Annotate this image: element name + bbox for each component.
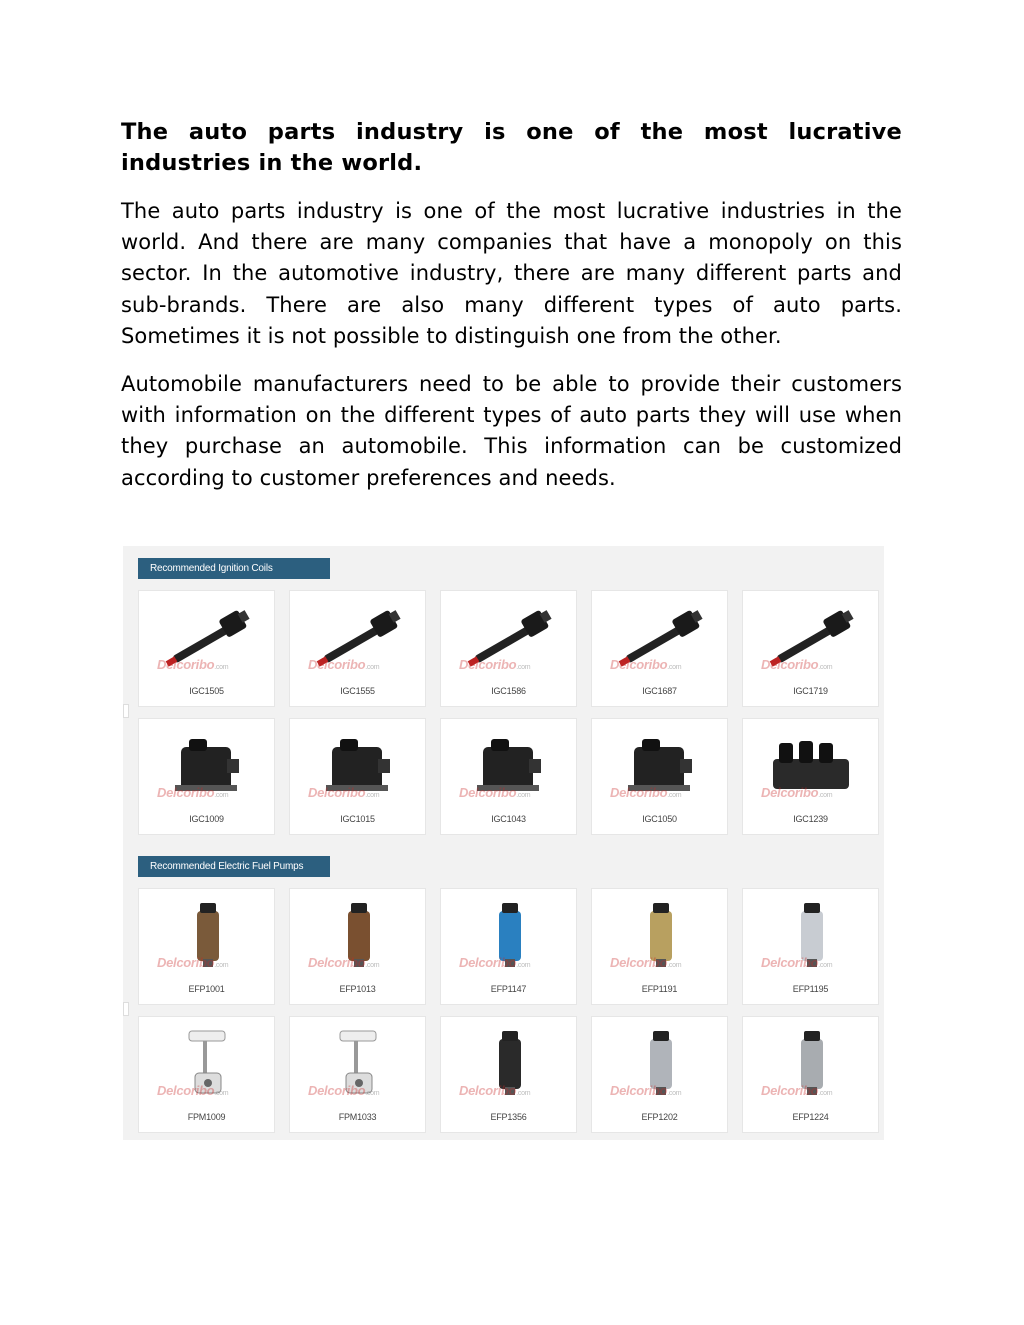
product-code: EFP1224 xyxy=(792,1112,829,1122)
product-code: IGC1043 xyxy=(491,814,526,824)
product-card[interactable] xyxy=(591,718,728,835)
product-code: EFP1356 xyxy=(490,1112,527,1122)
product-card[interactable] xyxy=(138,888,275,1005)
watermark-logo: Delcoribo.com xyxy=(761,785,833,800)
watermark-logo: Delcoribo.com xyxy=(308,785,380,800)
product-code: EFP1191 xyxy=(641,984,678,994)
product-code: EFP1001 xyxy=(188,984,225,994)
product-code: IGC1555 xyxy=(340,686,375,696)
product-code: IGC1239 xyxy=(793,814,828,824)
article xyxy=(121,117,902,494)
product-code: IGC1687 xyxy=(642,686,677,696)
product-card[interactable] xyxy=(591,590,728,707)
watermark-logo: Delcoribo.com xyxy=(157,955,229,970)
article-paragraph-1: The auto parts industry is one of the most lucrative industries in the world. And there are many companies that have a monopoly on this sector. In the automotive industry, there are many different parts and sub-brands. There are also many different types of auto parts. Sometimes it is not possible to distinguish one from the other. xyxy=(121,199,902,348)
watermark-logo: Delcoribo.com xyxy=(761,657,833,672)
product-code: EFP1013 xyxy=(339,984,376,994)
article-heading: The auto parts industry is one of the most lucrative industries in the world. xyxy=(121,119,902,176)
product-card[interactable] xyxy=(138,1016,275,1133)
product-card[interactable] xyxy=(742,1016,879,1133)
carousel-edge-marker xyxy=(123,1002,129,1016)
product-code: IGC1505 xyxy=(189,686,224,696)
watermark-logo: Delcoribo.com xyxy=(761,955,833,970)
section-header-fuel-pumps: Recommended Electric Fuel Pumps xyxy=(138,856,330,877)
watermark-logo: Delcoribo.com xyxy=(459,1083,531,1098)
product-code: EFP1147 xyxy=(490,984,527,994)
product-card[interactable] xyxy=(289,718,426,835)
watermark-logo: Delcoribo.com xyxy=(459,657,531,672)
product-code: FPM1009 xyxy=(187,1112,226,1122)
product-card[interactable] xyxy=(138,590,275,707)
watermark-logo: Delcoribo.com xyxy=(308,1083,380,1098)
product-code: FPM1033 xyxy=(338,1112,377,1122)
product-code: IGC1050 xyxy=(642,814,677,824)
watermark-logo: Delcoribo.com xyxy=(308,955,380,970)
product-card[interactable] xyxy=(289,1016,426,1133)
watermark-logo: Delcoribo.com xyxy=(459,785,531,800)
product-card[interactable] xyxy=(742,590,879,707)
product-card[interactable] xyxy=(742,718,879,835)
product-code: IGC1586 xyxy=(491,686,526,696)
watermark-logo: Delcoribo.com xyxy=(610,955,682,970)
watermark-logo: Delcoribo.com xyxy=(157,657,229,672)
product-catalog-image xyxy=(123,546,884,1140)
product-card[interactable] xyxy=(440,888,577,1005)
watermark-logo: Delcoribo.com xyxy=(308,657,380,672)
watermark-logo: Delcoribo.com xyxy=(157,1083,229,1098)
section-header-ignition-coils: Recommended Ignition Coils xyxy=(138,558,330,579)
product-card[interactable] xyxy=(591,888,728,1005)
product-card[interactable] xyxy=(440,718,577,835)
article-paragraph-2: Automobile manufacturers need to be able to provide their customers with information on the different types of auto parts they will use when they purchase an automobile. This information can be customized according to customer preferences and needs. xyxy=(121,372,902,490)
carousel-edge-marker xyxy=(123,704,129,718)
product-code: EFP1195 xyxy=(792,984,829,994)
watermark-logo: Delcoribo.com xyxy=(610,657,682,672)
product-card[interactable] xyxy=(591,1016,728,1133)
product-code: IGC1009 xyxy=(189,814,224,824)
product-card[interactable] xyxy=(440,1016,577,1133)
product-code: IGC1719 xyxy=(793,686,828,696)
watermark-logo: Delcoribo.com xyxy=(610,785,682,800)
product-code: EFP1202 xyxy=(641,1112,678,1122)
product-card[interactable] xyxy=(742,888,879,1005)
product-card[interactable] xyxy=(289,888,426,1005)
watermark-logo: Delcoribo.com xyxy=(610,1083,682,1098)
watermark-logo: Delcoribo.com xyxy=(157,785,229,800)
watermark-logo: Delcoribo.com xyxy=(459,955,531,970)
product-code: IGC1015 xyxy=(340,814,375,824)
watermark-logo: Delcoribo.com xyxy=(761,1083,833,1098)
product-card[interactable] xyxy=(138,718,275,835)
product-card[interactable] xyxy=(440,590,577,707)
product-card[interactable] xyxy=(289,590,426,707)
